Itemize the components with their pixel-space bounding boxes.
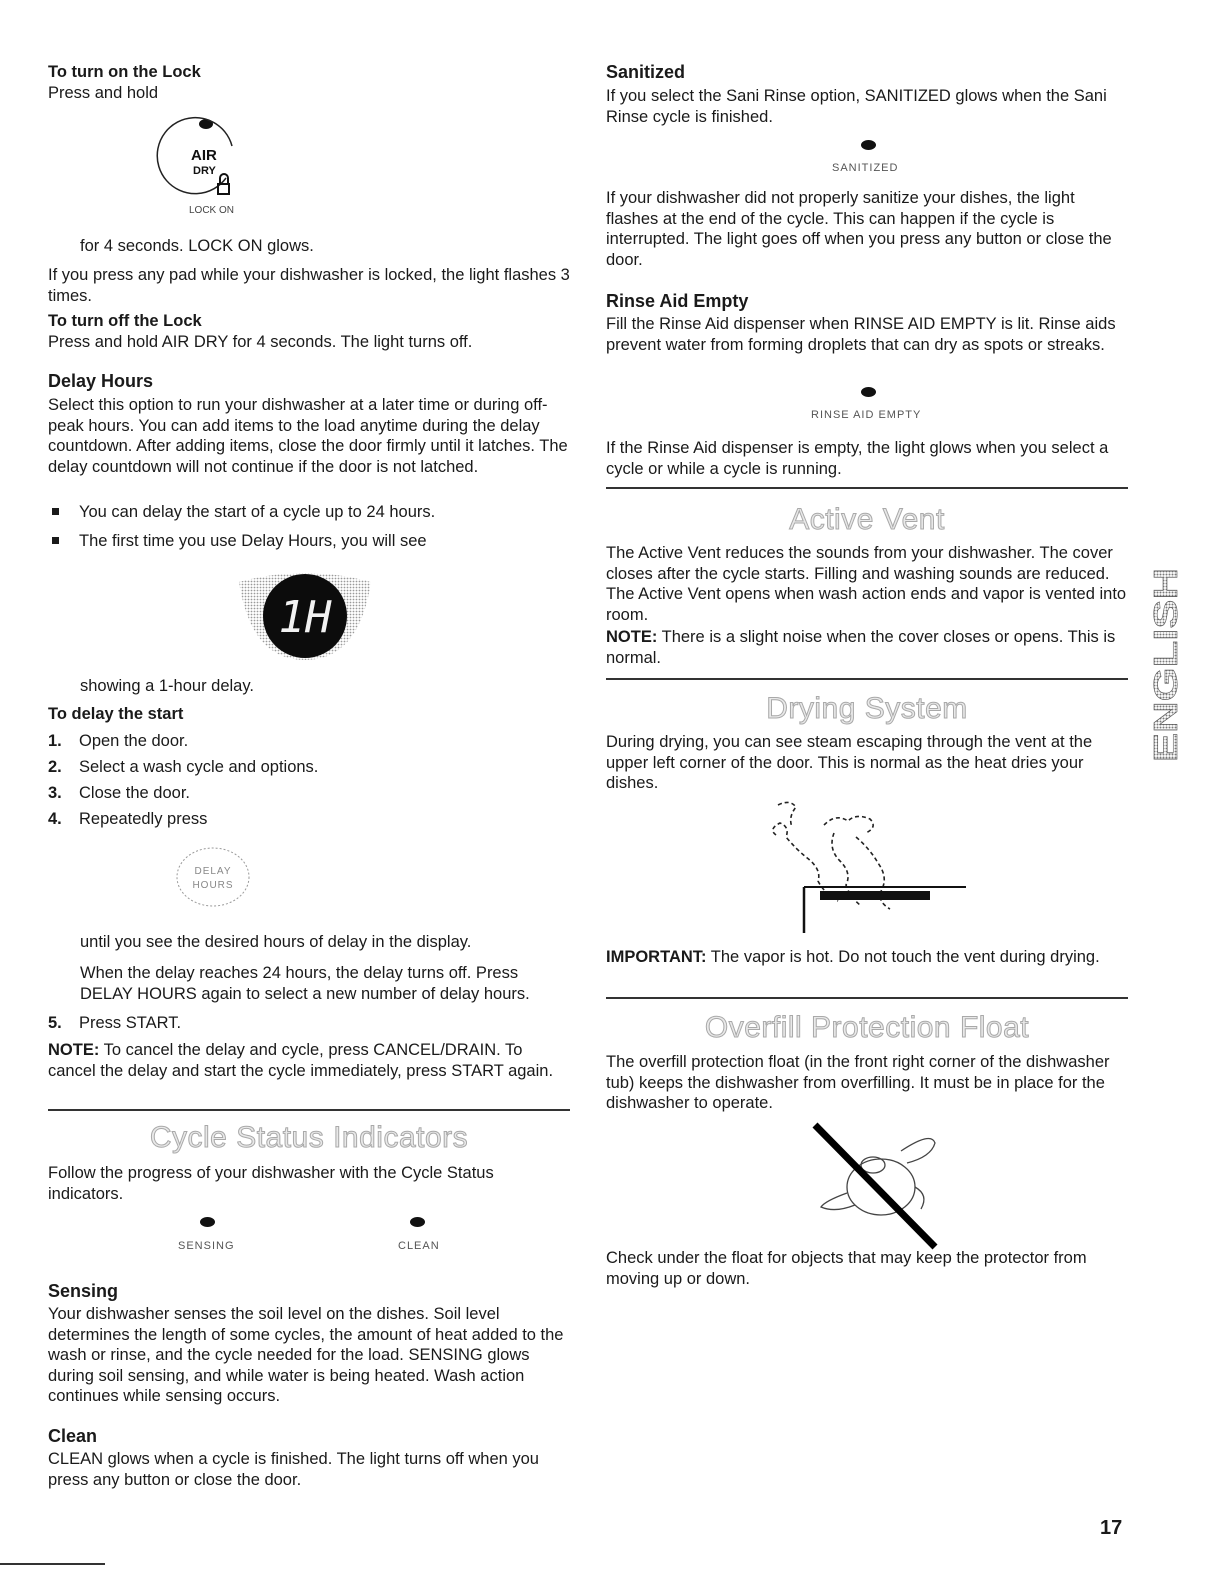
steam-vent-icon — [766, 797, 966, 937]
sanitized-indicator-light — [861, 140, 876, 150]
lock-on-heading: To turn on the Lock — [48, 63, 201, 81]
delay-button-line2: HOURS — [192, 880, 234, 891]
sensing-indicator-label: SENSING — [178, 1240, 235, 1252]
important-note — [606, 947, 1128, 968]
language-tab — [1147, 566, 1184, 764]
step-text: Repeatedly press — [79, 810, 208, 828]
lock-on-after: for 4 seconds. LOCK ON glows. — [80, 237, 314, 255]
active-vent-paragraph: The Active Vent reduces the sounds from your dishwasher. The cover closes after the cycle starts. Filling and washing sounds are reduced. The Active Vent opens when wash action ends and vapor is vented into room. — [606, 544, 1127, 624]
clean-paragraph: CLEAN glows when a cycle is finished. The light turns off when you press any button or close the door. — [48, 1450, 539, 1489]
display-readout: 1H — [278, 592, 332, 643]
sanitized-heading: Sanitized — [606, 62, 686, 82]
section-divider — [606, 487, 1128, 489]
overfill-float-title: Overfill Protection Float — [704, 1011, 1030, 1044]
overfill-float-icon — [811, 1121, 941, 1249]
air-dry-lock-icon — [156, 116, 256, 220]
rinse-aid-indicator-label: RINSE AID EMPTY — [811, 409, 922, 421]
lock-on-instruction: Press and hold — [48, 84, 159, 102]
step-text: Select a wash cycle and options. — [79, 758, 319, 776]
delay-button-line1: DELAY — [194, 866, 232, 877]
delay-hours-paragraph: Select this option to run your dishwasher at a later time or during off-peak hours. You can add items to the load anytime during the delay countdown. After adding items, close the door firmly until it latches. The delay countdown will not continue if the door is not latched. — [48, 396, 568, 476]
lock-off-heading: To turn off the Lock — [48, 312, 202, 330]
overfill-paragraph-2: Check under the float for objects that may keep the protector from moving up or down. — [606, 1249, 1087, 1288]
sanitized-paragraph-2: If your dishwasher did not properly sanitize your dishes, the light flashes at the end of the cycle. This can happen if the cycle is interrupted. The light goes off when you press any button or close the door. — [606, 189, 1112, 269]
drying-system-title: Drying System — [766, 692, 968, 725]
step-number: 5. — [48, 1014, 62, 1032]
active-vent-note — [606, 627, 1128, 668]
note-label: NOTE: — [606, 628, 658, 646]
cycle-status-paragraph: Follow the progress of your dishwasher with the Cycle Status indicators. — [48, 1164, 494, 1203]
delay-hours-heading: Delay Hours — [48, 371, 154, 391]
lock-press-paragraph: If you press any pad while your dishwasher is locked, the light flashes 3 times. — [48, 266, 570, 305]
sensing-indicator-light — [200, 1217, 215, 1227]
rinse-aid-paragraph: Fill the Rinse Aid dispenser when RINSE AID EMPTY is lit. Rinse aids prevent water from forming droplets that can dry as spots or streaks. — [606, 315, 1116, 354]
drying-paragraph: During drying, you can see steam escaping through the vent at the upper left corner of the door. This is normal as the heat dries your dishes. — [606, 733, 1093, 792]
delay-start-heading: To delay the start — [48, 705, 184, 723]
note-label: NOTE: — [48, 1041, 100, 1059]
clean-heading: Clean — [48, 1426, 98, 1446]
note-text: To cancel the delay and cycle, press CANCEL/DRAIN. To cancel the delay and start the cycle immediately, press START again. — [48, 1041, 554, 1080]
lock-on-label: LOCK ON — [189, 205, 235, 216]
overfill-paragraph: The overfill protection float (in the front right corner of the dishwasher tub) keeps the dishwasher from overfilling. It must be in place for the dishwasher to operate. — [606, 1053, 1110, 1112]
bullet-text: You can delay the start of a cycle up to 24 hours. — [79, 503, 436, 521]
section-divider — [606, 678, 1128, 680]
rinse-aid-heading: Rinse Aid Empty — [606, 291, 749, 311]
until-line: until you see the desired hours of delay in the display. — [80, 933, 472, 951]
section-divider — [606, 997, 1128, 999]
sanitized-paragraph: If you select the Sani Rinse option, SANITIZED glows when the Sani Rinse cycle is finished. — [606, 87, 1107, 126]
rinse-aid-paragraph-2: If the Rinse Aid dispenser is empty, the light glows when you select a cycle or while a cycle is running. — [606, 439, 1109, 478]
step-text: Open the door. — [79, 732, 189, 750]
rinse-aid-indicator-light — [861, 387, 876, 397]
step-number: 1. — [48, 732, 62, 750]
step-text: Close the door. — [79, 784, 190, 802]
bottom-edge-mark — [0, 1563, 105, 1565]
delay-limit-paragraph: When the delay reaches 24 hours, the delay turns off. Press DELAY HOURS again to select a new number of delay hours. — [80, 964, 530, 1003]
language-tab-label: ENGLISH — [1147, 615, 1184, 762]
section-divider — [48, 1109, 570, 1111]
sensing-paragraph: Your dishwasher senses the soil level on the dishes. Soil level determines the length of some cycles, the amount of heat added to the wash or rinse, and the cycle needed for the load. SENSING glows during soil sensing, and while water is being heated. Wash action continues while sensing occurs. — [48, 1305, 564, 1405]
step-number: 3. — [48, 784, 62, 802]
clean-indicator-label: CLEAN — [398, 1240, 440, 1252]
delay-hours-button-icon — [174, 846, 252, 908]
step-text: Press START. — [79, 1014, 182, 1032]
cycle-status-title: Cycle Status Indicators — [149, 1121, 469, 1154]
clean-indicator-light — [410, 1217, 425, 1227]
sanitized-indicator-label: SANITIZED — [832, 162, 899, 174]
important-text: The vapor is hot. Do not touch the vent during drying. — [706, 948, 1100, 966]
active-vent-title: Active Vent — [789, 503, 945, 536]
display-caption: showing a 1-hour delay. — [80, 677, 254, 695]
delay-note — [48, 1040, 570, 1081]
air-dry-icon-line2: DRY — [193, 165, 216, 177]
delay-display-icon — [235, 568, 375, 664]
air-dry-icon-line1: AIR — [191, 147, 217, 164]
bullet-icon — [52, 508, 59, 515]
bullet-icon — [52, 537, 59, 544]
bullet-text: The first time you use Delay Hours, you will see — [79, 532, 427, 550]
page-number: 17 — [1100, 1517, 1123, 1539]
step-number: 4. — [48, 810, 62, 828]
lock-off-instruction: Press and hold AIR DRY for 4 seconds. The light turns off. — [48, 333, 473, 351]
important-label: IMPORTANT: — [606, 948, 707, 966]
step-number: 2. — [48, 758, 62, 776]
note-text: There is a slight noise when the cover closes or opens. This is normal. — [606, 628, 1116, 667]
sensing-heading: Sensing — [48, 1281, 119, 1301]
